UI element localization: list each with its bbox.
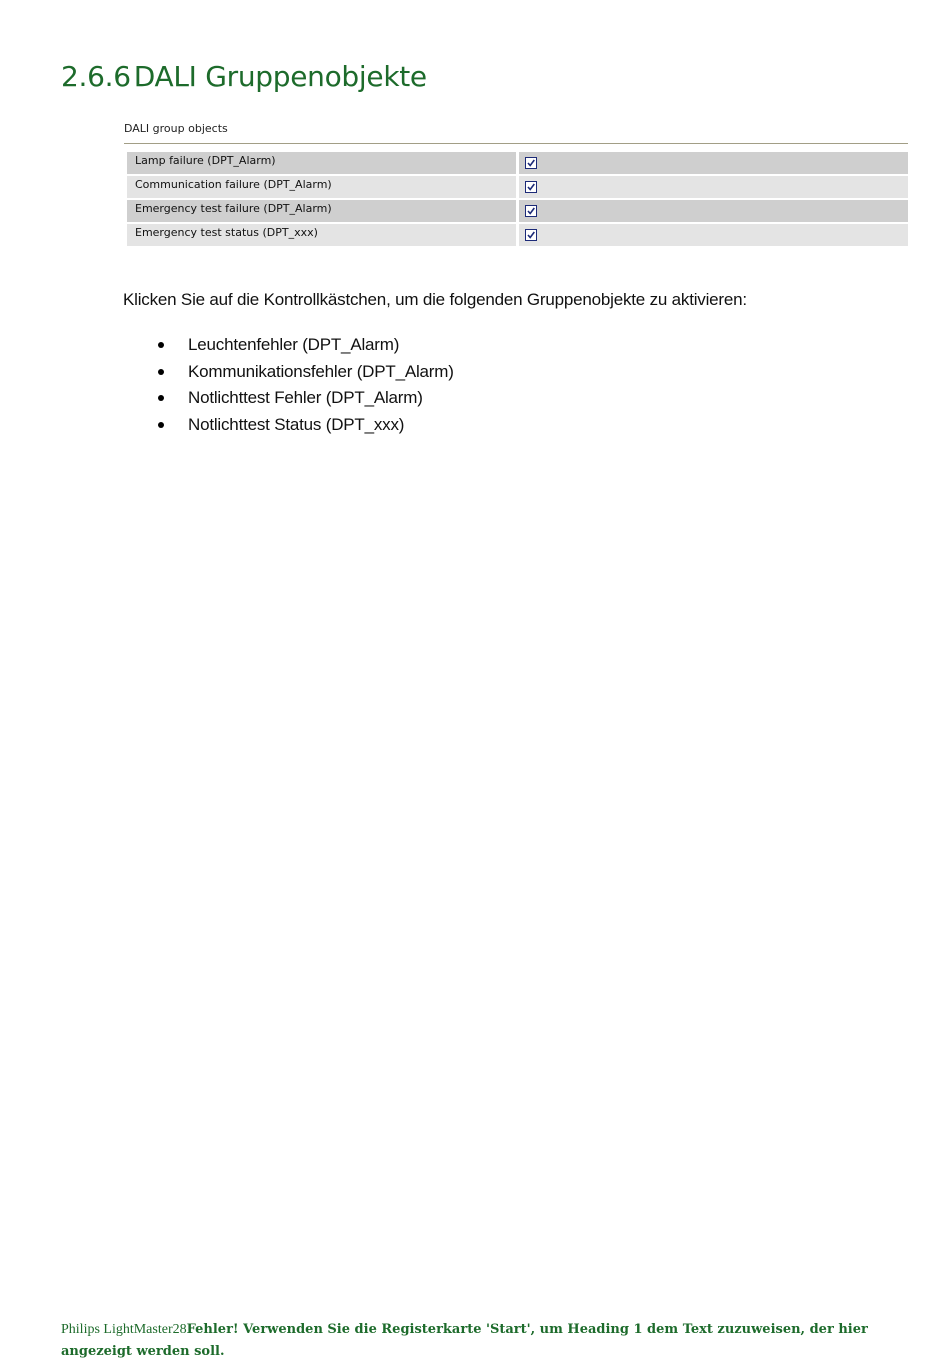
list-item <box>156 334 454 361</box>
checkmark-icon <box>526 206 536 216</box>
bullet-icon <box>158 342 164 348</box>
lamp-failure-checkbox[interactable] <box>525 157 537 169</box>
list-item-text: Leuchtenfehler (DPT_Alarm) <box>188 335 400 354</box>
checkmark-icon <box>526 230 536 240</box>
communication-failure-checkbox[interactable] <box>525 181 537 193</box>
row-value-cell <box>519 200 908 222</box>
section-heading <box>61 60 427 93</box>
bullet-icon <box>158 422 164 428</box>
list-item <box>156 414 454 441</box>
footer-reference-error: Fehler! Verwenden Sie die Registerkarte 'Start', um Heading 1 dem Text zuzuweisen, der hier angezeigt werden soll. <box>61 1322 868 1359</box>
section-title: DALI Gruppenobjekte <box>133 60 427 93</box>
group-object-bullet-list <box>156 334 454 440</box>
list-item-text: Notlichttest Fehler (DPT_Alarm) <box>188 388 423 407</box>
checkmark-icon <box>526 158 536 168</box>
row-value-cell <box>519 176 908 198</box>
list-item <box>156 361 454 388</box>
row-label: Lamp failure (DPT_Alarm) <box>127 152 516 174</box>
row-label: Emergency test failure (DPT_Alarm) <box>127 200 516 222</box>
group-object-row-emergency-test-status <box>127 224 908 246</box>
panel-title: DALI group objects <box>124 122 228 135</box>
checkmark-icon <box>526 182 536 192</box>
panel-divider <box>124 143 908 144</box>
page-footer <box>61 1318 881 1362</box>
row-label: Communication failure (DPT_Alarm) <box>127 176 516 198</box>
footer-product: Philips LightMaster <box>61 1322 173 1337</box>
dali-group-objects-panel <box>124 120 908 248</box>
row-value-cell <box>519 152 908 174</box>
row-value-cell <box>519 224 908 246</box>
group-object-row-communication-failure <box>127 176 908 198</box>
section-number: 2.6.6 <box>61 60 131 93</box>
row-label: Emergency test status (DPT_xxx) <box>127 224 516 246</box>
bullet-icon <box>158 395 164 401</box>
group-object-row-emergency-test-failure <box>127 200 908 222</box>
footer-page-number: 28 <box>172 1322 187 1337</box>
intro-paragraph: Klicken Sie auf die Kontrollkästchen, um die folgenden Gruppenobjekte zu aktivieren: <box>123 290 747 309</box>
list-item-text: Kommunikationsfehler (DPT_Alarm) <box>188 361 454 381</box>
group-object-row-lamp-failure <box>127 152 908 174</box>
list-item <box>156 387 454 414</box>
bullet-icon <box>158 369 164 375</box>
list-item-text: Notlichttest Status (DPT_xxx) <box>188 414 405 434</box>
group-object-list <box>127 152 908 246</box>
emergency-test-status-checkbox[interactable] <box>525 229 537 241</box>
emergency-test-failure-checkbox[interactable] <box>525 205 537 217</box>
